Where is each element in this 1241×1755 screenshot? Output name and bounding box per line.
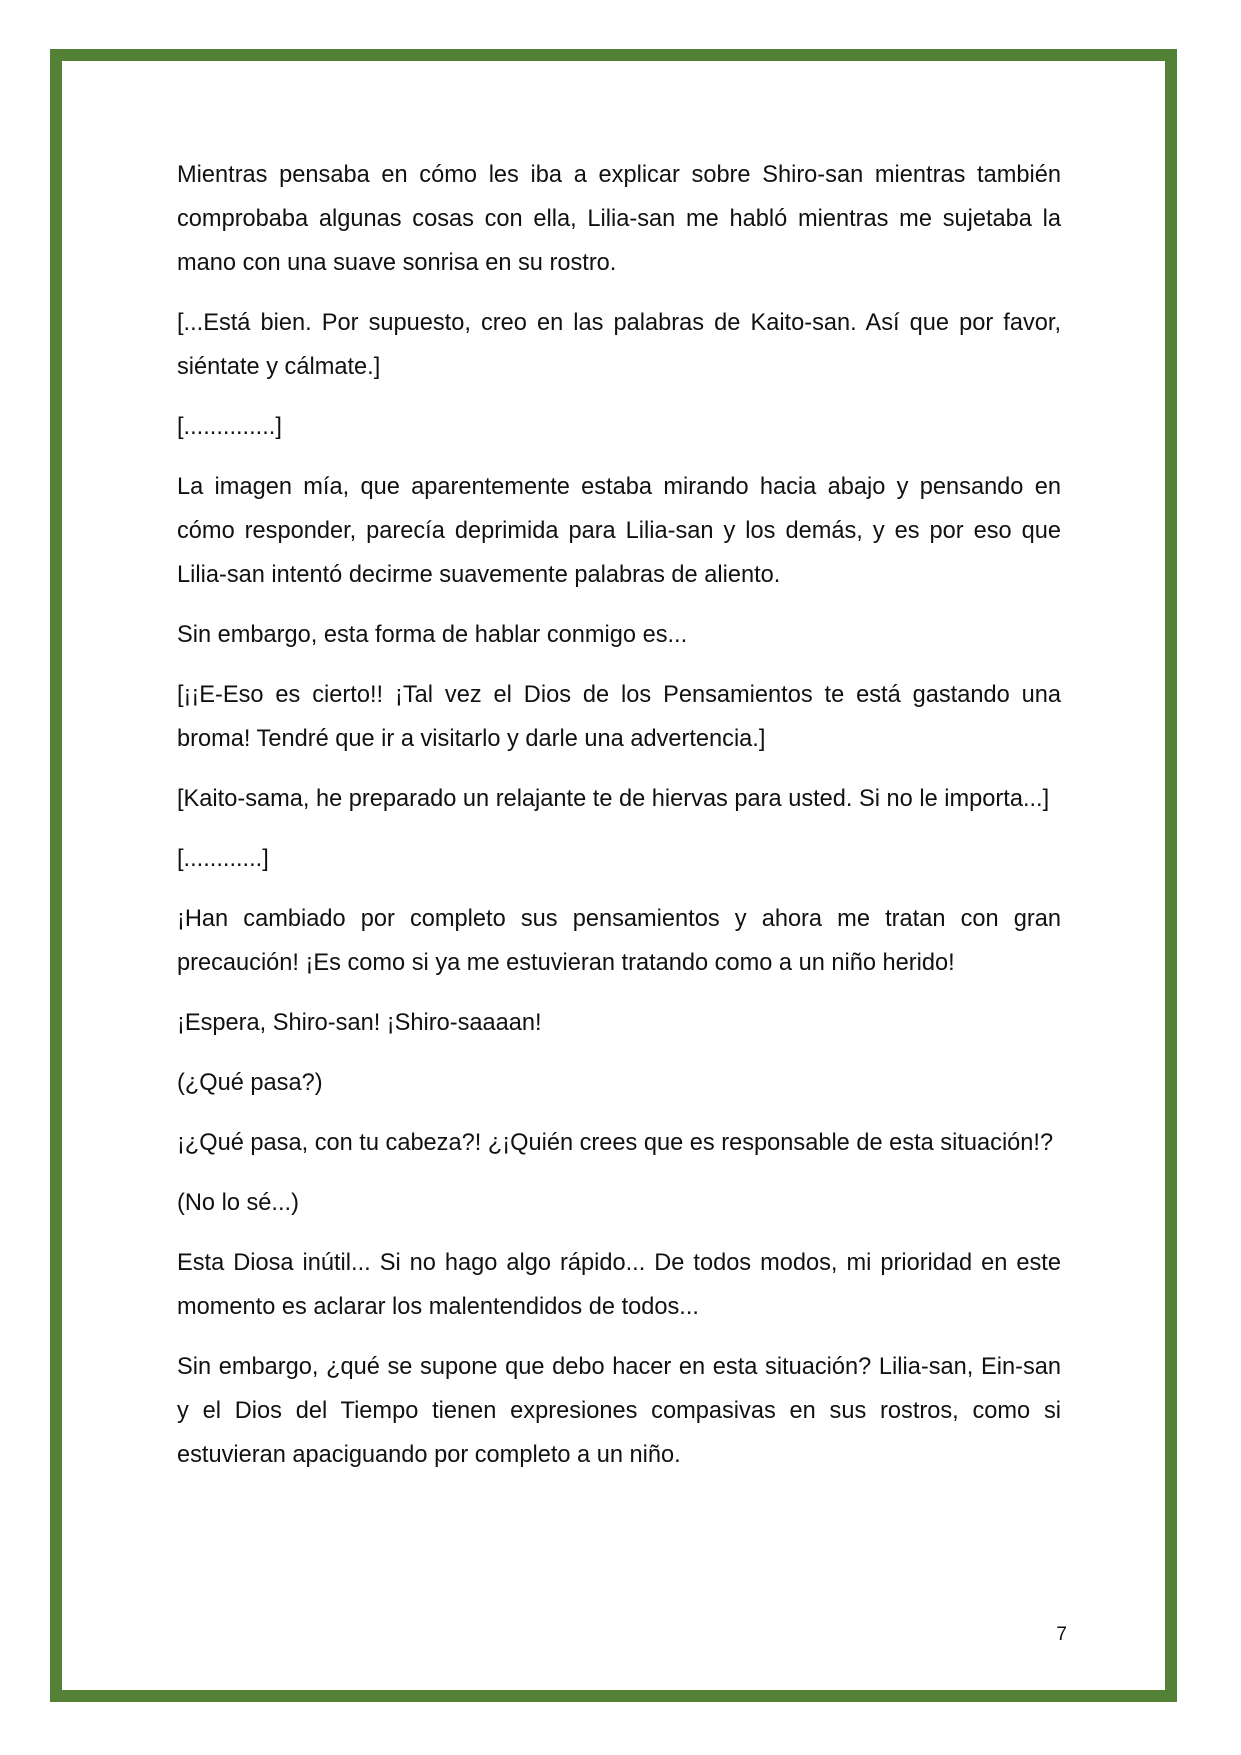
paragraph: ¡Espera, Shiro-san! ¡Shiro-saaaan! — [177, 1010, 542, 1036]
paragraph: [..............] — [177, 414, 282, 440]
paragraph: [¡¡E-Eso es cierto!! ¡Tal vez el Dios de los Pensamientos te está gastando una broma! Tendré que ir a visitarlo y darle una advertencia.] — [177, 682, 1061, 752]
page-number: 7 — [1056, 1624, 1067, 1645]
paragraph: La imagen mía, que aparentemente estaba mirando hacia abajo y pensando en cómo responder, parecía deprimida para Lilia-san y los demás, y es por eso que Lilia-san intentó decirme suavemente palabras de aliento. — [177, 474, 1061, 588]
paragraph: Mientras pensaba en cómo les iba a explicar sobre Shiro-san mientras también comprobaba algunas cosas con ella, Lilia-san me habló mientras me sujetaba la mano con una suave sonrisa en su rostro. — [177, 162, 1061, 276]
paragraph: ¡Han cambiado por completo sus pensamientos y ahora me tratan con gran precaución! ¡Es como si ya me estuvieran tratando como a un niño herido! — [177, 906, 1061, 976]
paragraph: Esta Diosa inútil... Si no hago algo rápido... De todos modos, mi prioridad en este momento es aclarar los malentendidos de todos... — [177, 1250, 1061, 1320]
paragraph: ¡¿Qué pasa, con tu cabeza?! ¿¡Quién crees que es responsable de esta situación!? — [177, 1130, 1054, 1156]
paragraph: Sin embargo, ¿qué se supone que debo hacer en esta situación? Lilia-san, Ein-san y el Dios del Tiempo tienen expresiones compasivas en sus rostros, como si estuvieran apaciguando por completo a un niño. — [177, 1354, 1061, 1468]
paragraph: (No lo sé...) — [177, 1190, 299, 1216]
paragraph: [...Está bien. Por supuesto, creo en las palabras de Kaito-san. Así que por favor, siéntate y cálmate.] — [177, 310, 1061, 380]
paragraph: (¿Qué pasa?) — [177, 1070, 323, 1096]
body-text — [177, 153, 1061, 1493]
paragraph: [............] — [177, 846, 269, 872]
paragraph: Sin embargo, esta forma de hablar conmigo es... — [177, 622, 688, 648]
paragraph: [Kaito-sama, he preparado un relajante te de hiervas para usted. Si no le importa...] — [177, 786, 1050, 812]
